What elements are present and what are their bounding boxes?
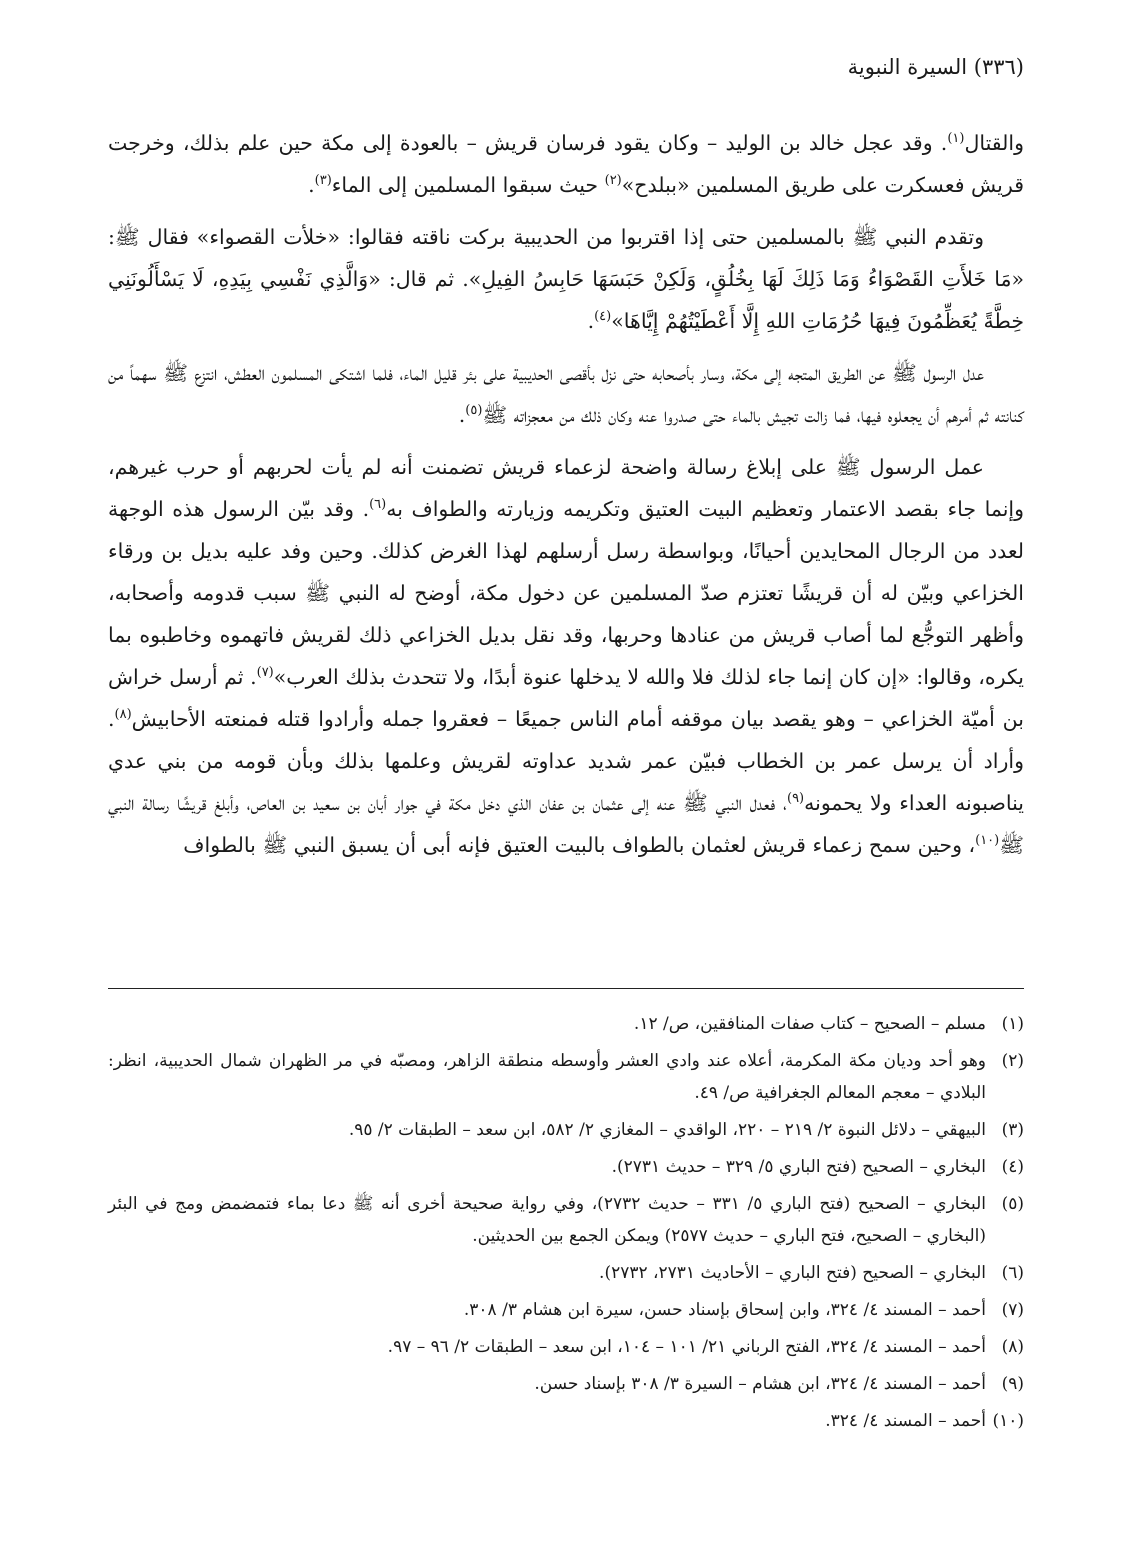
footnote-number: (٥) [1001, 1194, 1024, 1214]
body-text [108, 122, 1024, 866]
paragraph-4 [108, 446, 1024, 866]
footnote-number: (٨) [1001, 1337, 1024, 1357]
footnote-ref-7[interactable]: (٧) [256, 665, 274, 681]
page-content [108, 52, 1024, 876]
footnote-text: البخاري – الصحيح (فتح الباري ٥/ ٣٢٩ – حديث ٢٧٣١). [611, 1157, 986, 1177]
footnotes [108, 1008, 1024, 1442]
footnote-text: مسلم – الصحيح – كتاب صفات المنافقين، ص/ ١٢. [633, 1014, 986, 1034]
footnote-text: أحمد – المسند ٤/ ٣٢٤، الفتح الرباني ٢١/ ١٠١ – ١٠٤، ابن سعد – الطبقات ٢/ ٩٦ – ٩٧. [387, 1337, 986, 1357]
footnote-6 [108, 1257, 1024, 1289]
paragraph-2 [108, 216, 1024, 342]
footnote-number: (٦) [1001, 1263, 1024, 1283]
footnote-ref-3[interactable]: (٣) [314, 173, 332, 189]
footnote-ref-4[interactable]: (٤) [594, 309, 612, 325]
footnote-number: (١) [1001, 1014, 1024, 1034]
text-segment: ، فعدل النبي ﷺ عنه إلى عثمان بن عفان الذي دخل مكة في جوار أبان بن سعيد بن العاص، وأبلغ قريشًا رسالة النبي ﷺ [108, 791, 1024, 857]
footnote-text: البخاري – الصحيح (فتح الباري ٥/ ٣٣١ – حديث ٢٧٣٢)، وفي رواية صحيحة أخرى أنه ﷺ دعا بماء فتمضمض ومج في البئر (البخاري – الصحيح، فتح الباري – حديث ٢٥٧٧) ويمكن الجمع بين الحديثين. [108, 1194, 986, 1246]
footnote-4 [108, 1151, 1024, 1183]
footnote-ref-5[interactable]: (٥) [465, 403, 483, 419]
footnote-1 [108, 1008, 1024, 1040]
footnote-number: (٩) [1001, 1374, 1024, 1394]
footnote-8 [108, 1331, 1024, 1363]
footnote-ref-9[interactable]: (٩) [786, 791, 805, 807]
paragraph-1 [108, 122, 1024, 206]
paragraph-3 [108, 352, 1024, 436]
footnote-2 [108, 1045, 1024, 1109]
footnote-ref-2[interactable]: (٢) [604, 173, 622, 189]
text-segment: . وأراد أن يرسل عمر بن الخطاب فبيّن عمر شديد عداوته لقريش وعلمها بذلك وبأن قومه من بني عدي يناصبونه العداء ولا يحمونه [108, 707, 1024, 815]
footnote-text: وهو أحد وديان مكة المكرمة، أعلاه عند وادي العشر وأوسطه منطقة الزاهر، ومصبّه في مر الظهران شمال الحديبية، انظر: البلادي – معجم المعالم الجغرافية ص/ ٤٩. [108, 1051, 986, 1103]
text-segment: عمل الرسول ﷺ على إبلاغ رسالة واضحة لزعماء قريش تضمنت أنه لم يأت لحربهم أو حرب غيرهم، وإنما جاء بقصد الاعتمار وتعظيم البيت العتيق وتكريمه وزيارته والطواف به [108, 455, 1024, 521]
footnote-text: أحمد – المسند ٤/ ٣٢٤. [825, 1411, 986, 1431]
footnote-9 [108, 1368, 1024, 1400]
footnote-5 [108, 1188, 1024, 1252]
footnote-number: (٢) [1001, 1051, 1024, 1071]
footnote-number: (٣) [1001, 1120, 1024, 1140]
text-segment: . وقد بيّن الرسول هذه الوجهة لعدد من الرجال المحايدين أحيانًا، وبواسطة رسل أرسلهم لهذا الغرض كذلك. وحين وفد عليه بديل بن ورقاء الخزاعي وبيّن له أن قريشًا تعتزم صدّ المسلمين عن دخول مكة، أوضح له النبي ﷺ سبب قدومه وأصحابه، وأظهر التوجُّع لما أصاب قريش من عنادها وحربها، وقد نقل بديل الخزاعي ذلك لقريش فاتهموه وخاطبوه بما يكره، وقالوا: «إن كان إنما جاء لذلك فلا والله لا يدخلها عنوة أبدًا، ولا تتحدث بذلك العرب» [108, 497, 1024, 689]
text-segment: . وقد عجل خالد بن الوليد – وكان يقود فرسان قريش – بالعودة إلى مكة حين علم بذلك، وخرجت قريش فعسكرت على طريق المسلمين «ببلدح» [108, 131, 1024, 197]
text-segment: عدل الرسول ﷺ عن الطريق المتجه إلى مكة، وسار بأصحابه حتى نزل بأقصى الحديبية على بئر قليل الماء، فلما اشتكى المسلمون العطش، انتزع ﷺ سهماً من كنانته ثم أمرهم أن يجعلوه فيها، فما زالت تجيش بالماء حتى صدروا عنه وكان ذلك من معجزاته ﷺ [108, 361, 1024, 427]
footnote-text: البيهقي – دلائل النبوة ٢/ ٢١٩ – ٢٢٠، الواقدي – المغازي ٢/ ٥٨٢، ابن سعد – الطبقات ٢/ ٩٥. [348, 1120, 986, 1140]
text-segment: . [587, 309, 595, 333]
footnote-ref-6[interactable]: (٦) [369, 497, 387, 513]
text-segment: . ثم أرسل خراش بن أميّة الخزاعي – وهو يقصد بيان موقفه أمام الناس جميعًا – فعقروا جمله وأرادوا قتله فمنعته الأحابيش [108, 665, 1024, 731]
footnote-number: (٤) [1001, 1157, 1024, 1177]
footnote-ref-1[interactable]: (١) [947, 131, 965, 147]
footnote-10 [108, 1405, 1024, 1437]
text-segment: . [308, 173, 315, 197]
footnote-text: أحمد – المسند ٤/ ٣٢٤، وابن إسحاق بإسناد حسن، سيرة ابن هشام ٣/ ٣٠٨. [463, 1300, 986, 1320]
footnote-7 [108, 1294, 1024, 1326]
text-segment: والقتال [964, 131, 1024, 155]
text-segment: حيث سبقوا المسلمين إلى الماء [331, 173, 605, 197]
footnote-3 [108, 1114, 1024, 1146]
footnote-number: (١٠) [992, 1411, 1024, 1431]
text-segment: وتقدم النبي ﷺ بالمسلمين حتى إذا اقتربوا من الحديبية بركت ناقته فقالوا: «خلأت القصواء» فقال ﷺ: «مَا خَلأَتِ القَصْوَاءُ وَمَا ذَلِكَ لَهَا بِخُلُقٍ، وَلَكِنْ حَبَسَهَا حَابِسُ الفِيلِ». ثم قال: «وَالَّذِي نَفْسِي بِيَدِهِ، لَا يَسْأَلُونَنِي خِطَّةً يُعَظِّمُونَ فِيهَا حُرُمَاتِ اللهِ إِلَّا أَعْطَيْتُهُمْ إِيَّاهَا» [108, 225, 1024, 333]
footnote-text: البخاري – الصحيح (فتح الباري – الأحاديث ٢٧٣١، ٢٧٣٢). [599, 1263, 986, 1283]
footnote-divider [108, 988, 1024, 989]
footnote-ref-8[interactable]: (٨) [114, 707, 132, 723]
text-segment: . [458, 403, 466, 427]
footnote-number: (٧) [1001, 1300, 1024, 1320]
footnote-text: أحمد – المسند ٤/ ٣٢٤، ابن هشام – السيرة ٣/ ٣٠٨ بإسناد حسن. [534, 1374, 986, 1394]
text-segment: ، وحين سمح زعماء قريش لعثمان بالطواف بالبيت العتيق فإنه أبى أن يسبق النبي ﷺ بالطواف [183, 833, 976, 857]
footnote-ref-10[interactable]: (١٠) [975, 833, 1000, 849]
running-head: (٣٣٦) السيرة النبوية [847, 55, 1024, 79]
